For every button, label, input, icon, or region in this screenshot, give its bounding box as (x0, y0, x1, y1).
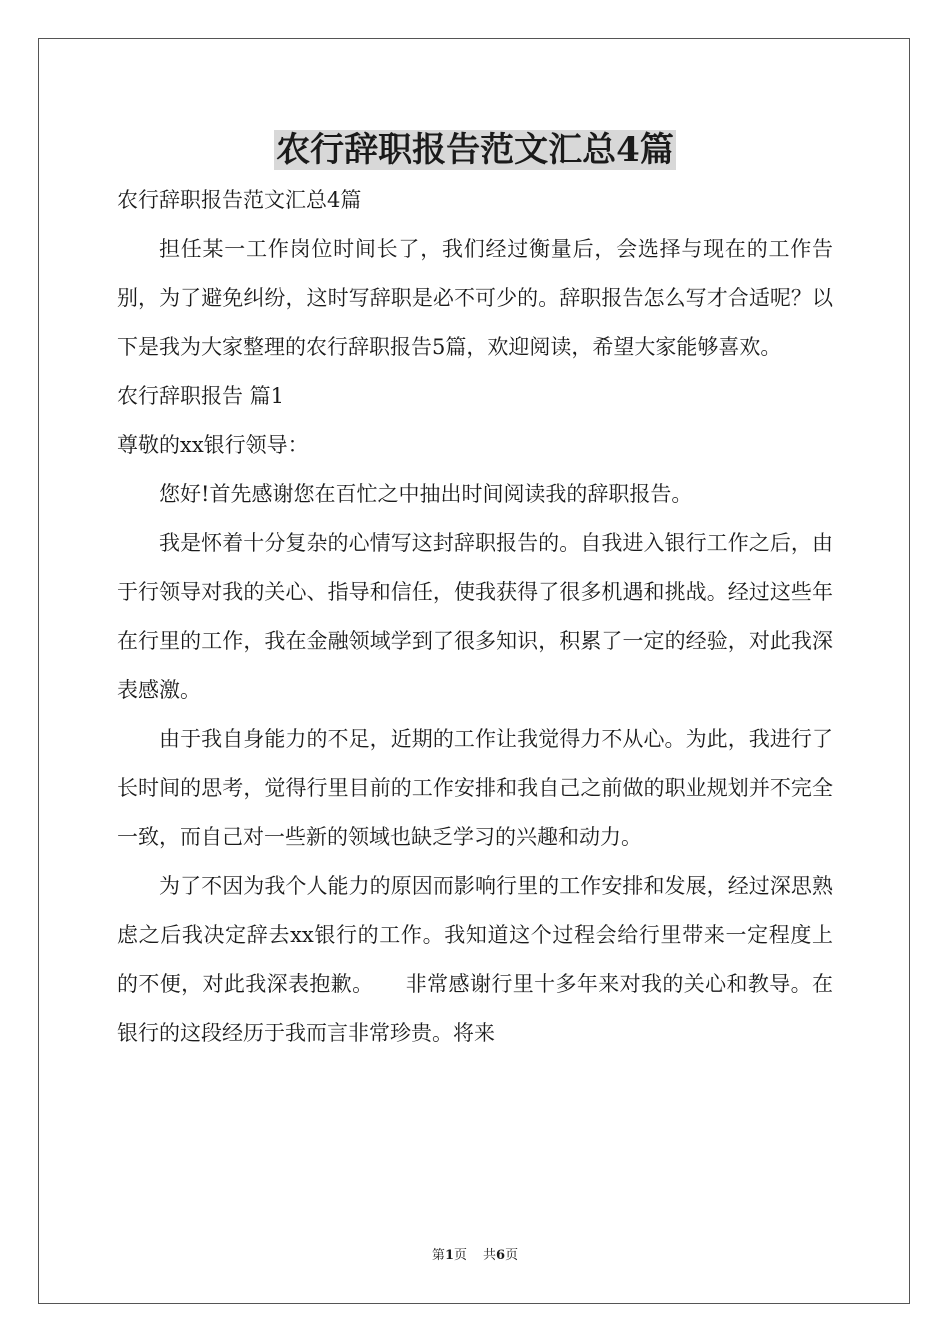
paragraph-subtitle: 农行辞职报告范文汇总4篇 (117, 188, 362, 212)
document-body (117, 176, 833, 1058)
page-suffix: 页 (453, 1248, 467, 1263)
paragraph-body-3: 为了不因为我个人能力的原因而影响行里的工作安排和发展，经过深思熟虑之后我决定辞去xx银行的工作。我知道这个过程会给行里带来一定程度上的不便，对此我深表抱歉。 非常感谢行里十多年来对我的关心和教导。在银行的这段经历于我而言非常珍贵。将来 (117, 874, 833, 1045)
total-prefix: 共 (483, 1248, 497, 1263)
total-suffix: 页 (505, 1248, 519, 1263)
document-title (0, 128, 950, 172)
page-prefix: 第 (431, 1248, 445, 1263)
total-pages: 6 (496, 1248, 506, 1263)
paragraph-greeting: 您好!首先感谢您在百忙之中抽出时间阅读我的辞职报告。 (159, 482, 693, 506)
page-number: 1 (444, 1248, 454, 1263)
paragraph-intro: 担任某一工作岗位时间长了，我们经过衡量后，会选择与现在的工作告别，为了避免纠纷，这时写辞职是必不可少的。辞职报告怎么写才合适呢？以下是我为大家整理的农行辞职报告5篇，欢迎阅读，希望大家能够喜欢。 (117, 237, 833, 359)
paragraph-body-2: 由于我自身能力的不足，近期的工作让我觉得力不从心。为此，我进行了长时间的思考，觉得行里目前的工作安排和我自己之前做的职业规划并不完全一致，而自己对一些新的领域也缺乏学习的兴趣和动力。 (117, 727, 833, 849)
page-footer (0, 1247, 950, 1265)
paragraph-section-heading: 农行辞职报告 篇1 (117, 384, 285, 408)
document-title-text: 农行辞职报告范文汇总4篇 (276, 130, 674, 170)
paragraph-salutation: 尊敬的xx银行领导： (117, 433, 309, 457)
paragraph-body-1: 我是怀着十分复杂的心情写这封辞职报告的。自我进入银行工作之后，由于行领导对我的关心、指导和信任，使我获得了很多机遇和挑战。经过这些年在行里的工作，我在金融领域学到了很多知识，积累了一定的经验，对此我深表感激。 (117, 531, 833, 702)
